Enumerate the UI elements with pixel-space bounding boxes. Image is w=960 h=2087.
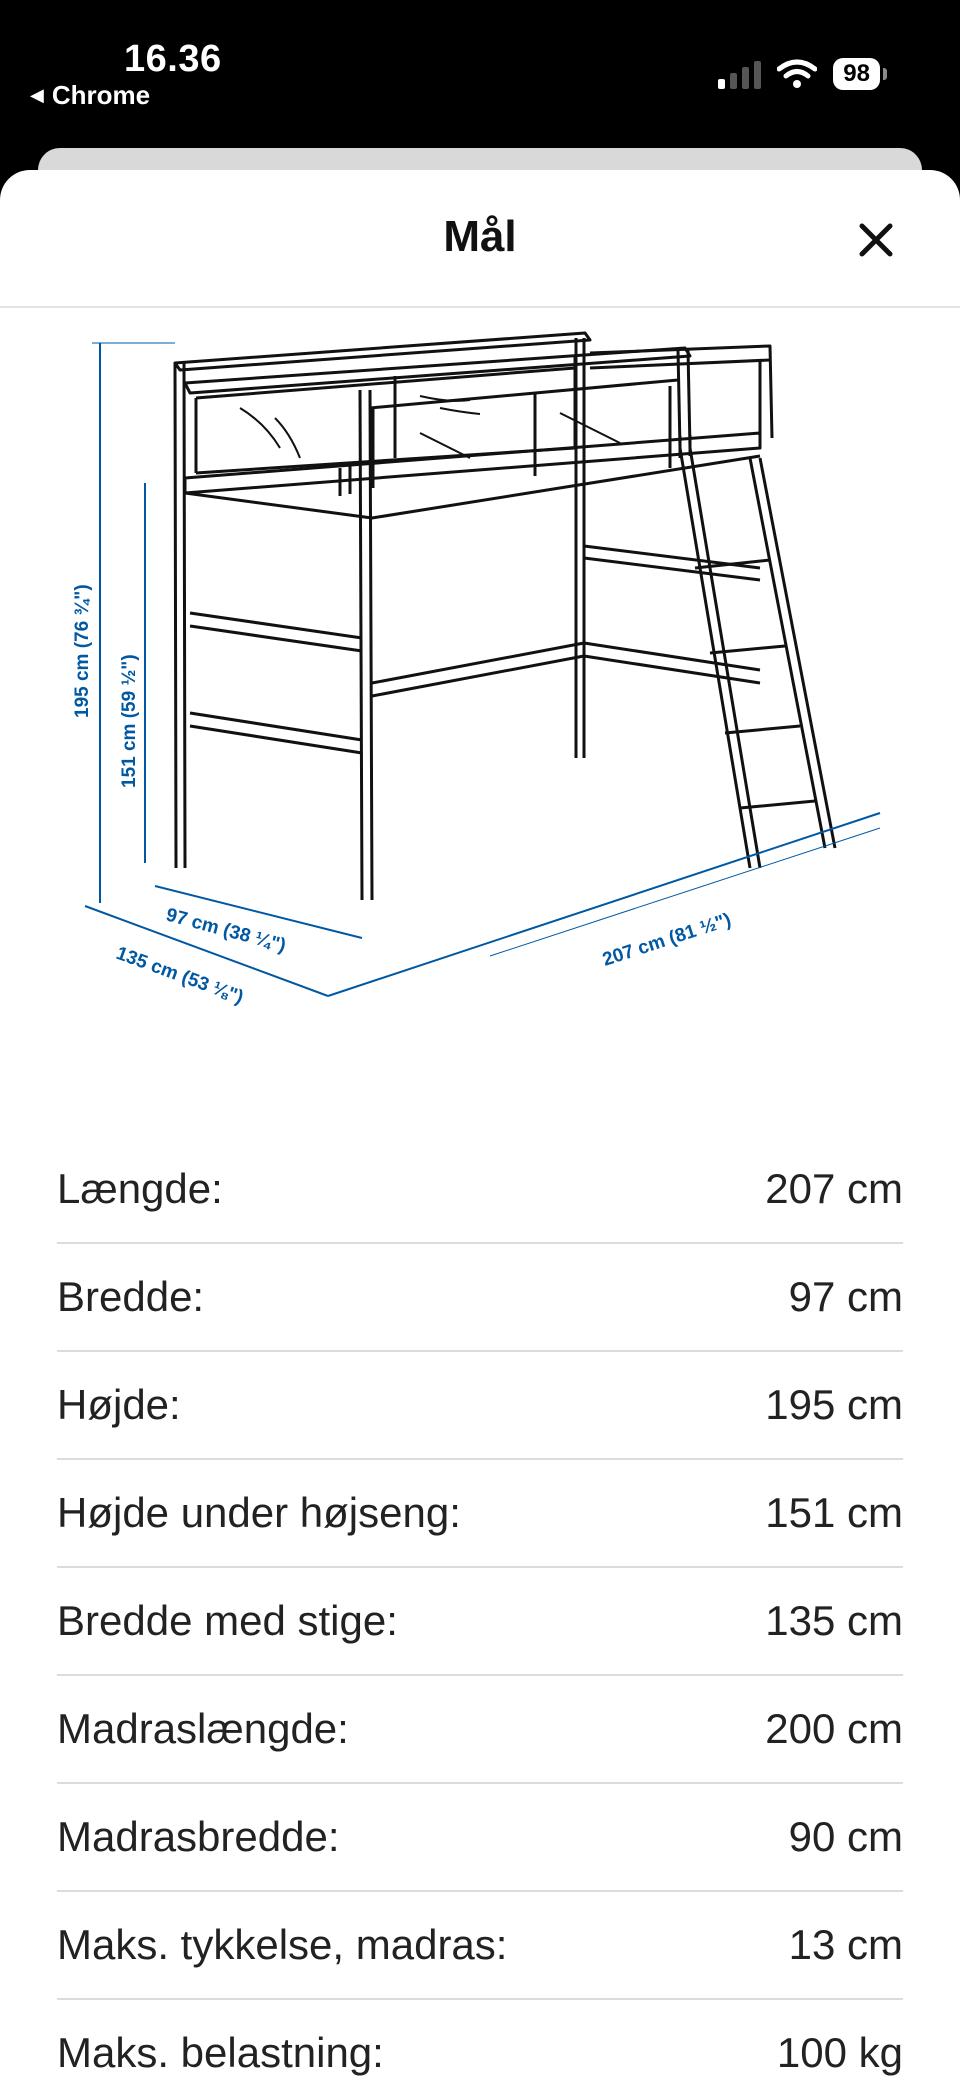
dimension-label: Højde:	[57, 1381, 181, 1428]
dimension-label: Højde under højseng:	[57, 1489, 461, 1536]
dimension-value: 90 cm	[788, 1813, 903, 1860]
dimension-row	[57, 1244, 903, 1352]
dimension-row	[57, 1568, 903, 1676]
dimensions-list	[57, 1136, 903, 2087]
dimension-value: 151 cm	[765, 1489, 903, 1536]
dimension-row	[57, 1784, 903, 1892]
dimension-label: Maks. belastning:	[57, 2029, 384, 2076]
dimension-row	[57, 1892, 903, 2000]
dimension-row	[57, 1352, 903, 1460]
back-app-label: Chrome	[51, 80, 151, 110]
loft-bed-dimension-drawing	[0, 308, 960, 1068]
back-triangle-icon: ◀	[30, 85, 44, 105]
dimension-label: Maks. tykkelse, madras:	[57, 1921, 508, 1968]
dimension-label: Bredde:	[57, 1273, 205, 1320]
status-indicators	[718, 58, 880, 90]
dimensions-sheet	[0, 170, 960, 2087]
dimension-value: 135 cm	[765, 1597, 903, 1644]
dimension-value: 100 kg	[776, 2029, 903, 2076]
dimension-label: Længde:	[57, 1165, 223, 1212]
dimension-value: 97 cm	[788, 1273, 903, 1320]
status-time: 16.36	[124, 38, 222, 80]
height-under-label: 151 cm (59 ½")	[119, 654, 140, 788]
wifi-icon	[777, 59, 817, 89]
dimension-row	[57, 1460, 903, 1568]
width-ladder-label: 135 cm (53 ⅛")	[113, 942, 247, 1009]
cellular-signal-icon	[718, 59, 761, 89]
sheet-header	[0, 170, 960, 308]
dimension-value: 195 cm	[765, 1381, 903, 1428]
dimension-label: Madrasbredde:	[57, 1813, 340, 1860]
dimension-label: Madraslængde:	[57, 1705, 349, 1752]
battery-indicator: 98	[833, 58, 880, 90]
length-label: 207 cm (81 ½")	[600, 909, 734, 971]
dimension-value: 13 cm	[788, 1921, 903, 1968]
dimension-row	[57, 2000, 903, 2087]
dimension-value: 207 cm	[765, 1165, 903, 1212]
width-label: 97 cm (38 ¼")	[163, 904, 289, 957]
back-to-app-button[interactable]	[30, 80, 150, 111]
dimension-row	[57, 1136, 903, 1244]
bed-frame-drawing	[175, 333, 835, 900]
dimension-row	[57, 1676, 903, 1784]
dimension-value: 200 cm	[765, 1705, 903, 1752]
dimension-label: Bredde med stige:	[57, 1597, 398, 1644]
height-total-label: 195 cm (76 ¾")	[72, 584, 93, 718]
status-bar	[0, 0, 960, 150]
sheet-title: Mål	[443, 212, 517, 261]
close-icon[interactable]	[854, 218, 898, 262]
